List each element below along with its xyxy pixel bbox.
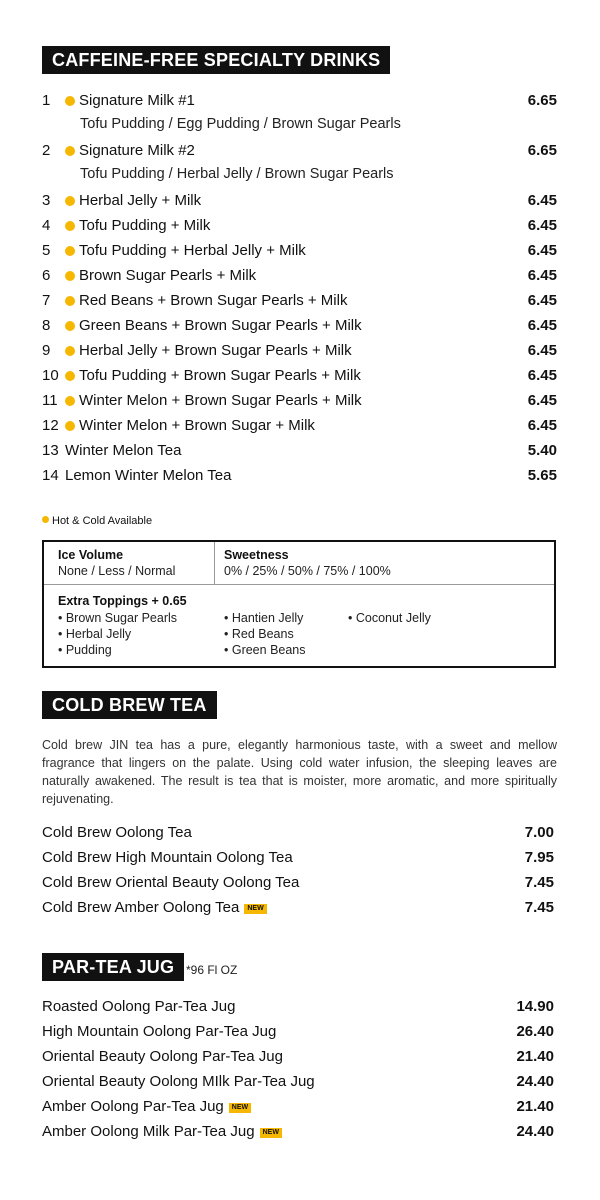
hot-cold-legend bbox=[42, 514, 152, 528]
menu-item bbox=[42, 1021, 554, 1043]
menu-item bbox=[42, 340, 557, 362]
menu-item bbox=[42, 240, 557, 262]
menu-item bbox=[42, 1096, 554, 1118]
menu-item-name: Oriental Beauty Oolong MIlk Par-Tea Jug bbox=[42, 1073, 315, 1090]
menu-item-number: 8 bbox=[42, 317, 51, 334]
section-title-caffeine-free: CAFFEINE-FREE SPECIALTY DRINKS bbox=[42, 46, 390, 74]
menu-item-name-wrap bbox=[42, 872, 299, 894]
new-badge: NEW bbox=[244, 904, 266, 914]
menu-item-price: 6.45 bbox=[527, 267, 557, 284]
menu-item-name-wrap bbox=[42, 1071, 315, 1093]
menu-item-name-wrap bbox=[42, 1121, 282, 1143]
options-divider-horizontal bbox=[44, 584, 554, 585]
hot-cold-dot-icon bbox=[65, 246, 75, 256]
menu-item bbox=[42, 190, 557, 212]
menu-item-price: 6.45 bbox=[527, 317, 557, 334]
menu-item bbox=[42, 415, 557, 437]
menu-item-number: 4 bbox=[42, 217, 51, 234]
menu-item-price: 7.95 bbox=[524, 849, 554, 866]
menu-item-number: 6 bbox=[42, 267, 51, 284]
menu-item-price: 5.65 bbox=[527, 467, 557, 484]
menu-item bbox=[42, 822, 554, 844]
menu-item-price: 6.45 bbox=[527, 367, 557, 384]
menu-item-name-wrap bbox=[42, 1096, 251, 1118]
new-badge: NEW bbox=[260, 1128, 282, 1138]
menu-item bbox=[42, 140, 557, 162]
menu-item-name: Amber Oolong Par-Tea Jug bbox=[42, 1098, 224, 1115]
section-title-cold-brew: COLD BREW TEA bbox=[42, 691, 217, 719]
menu-item-price: 21.40 bbox=[516, 1048, 554, 1065]
menu-item-number: 9 bbox=[42, 342, 51, 359]
menu-item bbox=[42, 1046, 554, 1068]
menu-item-number: 14 bbox=[42, 467, 59, 484]
menu-item-price: 6.45 bbox=[527, 417, 557, 434]
menu-item-price: 6.45 bbox=[527, 192, 557, 209]
menu-item-price: 21.40 bbox=[516, 1098, 554, 1115]
topping-item: • Pudding bbox=[58, 643, 112, 657]
menu-item-price: 6.45 bbox=[527, 392, 557, 409]
hot-cold-dot-icon bbox=[65, 96, 75, 106]
menu-item-price: 26.40 bbox=[516, 1023, 554, 1040]
extra-toppings-label: Extra Toppings + 0.65 bbox=[58, 594, 187, 608]
menu-item bbox=[42, 90, 557, 112]
menu-item-name: Green Beans + Brown Sugar Pearls + Milk bbox=[79, 317, 362, 334]
hot-cold-dot-icon bbox=[65, 271, 75, 281]
ice-volume-values: None / Less / Normal bbox=[58, 564, 176, 578]
menu-item bbox=[42, 290, 557, 312]
menu-item-name: Herbal Jelly + Brown Sugar Pearls + Milk bbox=[79, 342, 352, 359]
menu-item-price: 14.90 bbox=[516, 998, 554, 1015]
menu-item bbox=[42, 365, 557, 387]
menu-item-number: 10 bbox=[42, 367, 59, 384]
hot-cold-dot-icon bbox=[65, 146, 75, 156]
ice-volume-label: Ice Volume bbox=[58, 548, 124, 562]
topping-item: • Red Beans bbox=[224, 627, 294, 641]
menu-item-name: Oriental Beauty Oolong Par-Tea Jug bbox=[42, 1048, 283, 1065]
new-badge: NEW bbox=[229, 1103, 251, 1113]
topping-item: • Green Beans bbox=[224, 643, 306, 657]
menu-item-price: 24.40 bbox=[516, 1073, 554, 1090]
menu-item-name: High Mountain Oolong Par-Tea Jug bbox=[42, 1023, 277, 1040]
menu-item-price: 24.40 bbox=[516, 1123, 554, 1140]
topping-item: • Herbal Jelly bbox=[58, 627, 132, 641]
menu-item-name: Cold Brew High Mountain Oolong Tea bbox=[42, 849, 293, 866]
menu-item-name: Brown Sugar Pearls + Milk bbox=[79, 267, 257, 284]
menu-item-price: 6.45 bbox=[527, 342, 557, 359]
menu-item-name: Tofu Pudding + Herbal Jelly + Milk bbox=[79, 242, 306, 259]
menu-item-subtitle: Tofu Pudding / Herbal Jelly / Brown Sugar Pearls bbox=[80, 166, 394, 182]
hot-cold-dot-icon bbox=[65, 196, 75, 206]
jug-size-note: *96 Fl OZ bbox=[186, 963, 238, 977]
menu-item-name: Red Beans + Brown Sugar Pearls + Milk bbox=[79, 292, 348, 309]
menu-item-price: 5.40 bbox=[527, 442, 557, 459]
sweetness-label: Sweetness bbox=[224, 548, 289, 562]
menu-item-name: Winter Melon + Brown Sugar + Milk bbox=[79, 417, 315, 434]
cold-brew-description: Cold brew JIN tea has a pure, elegantly harmonious taste, with a sweet and mellow fragrance that lingers on the palate. Using cold water infusion, the sleeping leaves are naturally awakened. The result is tea that is moister, more aromatic, and more spiritually rejuvenating. bbox=[42, 738, 557, 806]
menu-item-name-wrap bbox=[42, 1021, 276, 1043]
topping-item: • Hantien Jelly bbox=[224, 611, 304, 625]
menu-item-price: 6.65 bbox=[527, 142, 557, 159]
menu-item-price: 7.45 bbox=[524, 874, 554, 891]
menu-item-name: Lemon Winter Melon Tea bbox=[65, 467, 232, 484]
menu-item-name: Winter Melon + Brown Sugar Pearls + Milk bbox=[79, 392, 362, 409]
menu-item bbox=[42, 1071, 554, 1093]
menu-item-number: 7 bbox=[42, 292, 51, 309]
menu-item-name: Cold Brew Oriental Beauty Oolong Tea bbox=[42, 874, 300, 891]
menu-item-number: 13 bbox=[42, 442, 59, 459]
menu-item-name: Winter Melon Tea bbox=[65, 442, 182, 459]
menu-item bbox=[42, 996, 554, 1018]
menu-item bbox=[42, 315, 557, 337]
menu-item-name-wrap bbox=[42, 847, 293, 869]
hot-cold-dot-icon bbox=[65, 396, 75, 406]
menu-item-price: 7.00 bbox=[524, 824, 554, 841]
hot-cold-dot-icon bbox=[65, 346, 75, 356]
topping-item: • Coconut Jelly bbox=[348, 611, 431, 625]
hot-cold-dot-icon bbox=[65, 221, 75, 231]
menu-item-name-wrap bbox=[42, 1046, 283, 1068]
options-divider-vertical bbox=[214, 542, 215, 584]
menu-item-price: 6.65 bbox=[527, 92, 557, 109]
menu-item-name: Roasted Oolong Par-Tea Jug bbox=[42, 998, 236, 1015]
menu-item-price: 6.45 bbox=[527, 217, 557, 234]
menu-item-name: Signature Milk #2 bbox=[79, 142, 195, 159]
menu-item bbox=[42, 872, 554, 894]
sweetness-values: 0% / 25% / 50% / 75% / 100% bbox=[224, 564, 391, 578]
menu-item-number: 1 bbox=[42, 92, 51, 109]
options-box bbox=[42, 540, 556, 668]
hot-cold-dot-icon bbox=[65, 371, 75, 381]
section-title-par-tea-jug: PAR-TEA JUG bbox=[42, 953, 184, 981]
menu-item bbox=[42, 265, 557, 287]
menu-item-number: 11 bbox=[42, 392, 58, 409]
menu-item-name-wrap bbox=[42, 897, 267, 919]
topping-item: • Brown Sugar Pearls bbox=[58, 611, 178, 625]
menu-item-number: 3 bbox=[42, 192, 51, 209]
menu-item-number: 5 bbox=[42, 242, 51, 259]
menu-item-name: Cold Brew Oolong Tea bbox=[42, 824, 192, 841]
menu-item-name-wrap bbox=[42, 996, 235, 1018]
menu-item-name: Cold Brew Amber Oolong Tea bbox=[42, 899, 240, 916]
menu-item-name-wrap bbox=[42, 822, 192, 844]
menu-item-name: Tofu Pudding + Brown Sugar Pearls + Milk bbox=[79, 367, 361, 384]
menu-item bbox=[42, 465, 557, 487]
menu-item bbox=[42, 440, 557, 462]
menu-item bbox=[42, 215, 557, 237]
menu-item-price: 6.45 bbox=[527, 292, 557, 309]
menu-item-name: Tofu Pudding + Milk bbox=[79, 217, 211, 234]
menu-item bbox=[42, 1121, 554, 1143]
menu-item-number: 12 bbox=[42, 417, 59, 434]
menu-item bbox=[42, 390, 557, 412]
menu-item-name: Amber Oolong Milk Par-Tea Jug bbox=[42, 1123, 255, 1140]
menu-item-subtitle: Tofu Pudding / Egg Pudding / Brown Sugar Pearls bbox=[80, 116, 401, 132]
menu-item-name: Herbal Jelly + Milk bbox=[79, 192, 202, 209]
menu-item-name: Signature Milk #1 bbox=[79, 92, 195, 109]
hot-cold-dot-icon bbox=[65, 421, 75, 431]
menu-item-price: 7.45 bbox=[524, 899, 554, 916]
menu-item bbox=[42, 847, 554, 869]
hot-cold-dot-icon bbox=[65, 296, 75, 306]
menu-item-number: 2 bbox=[42, 142, 51, 159]
menu-item bbox=[42, 897, 554, 919]
menu-item-price: 6.45 bbox=[527, 242, 557, 259]
hot-cold-legend-text: Hot & Cold Available bbox=[52, 515, 153, 527]
hot-cold-dot-icon bbox=[65, 321, 75, 331]
hot-cold-dot-icon bbox=[42, 516, 49, 523]
